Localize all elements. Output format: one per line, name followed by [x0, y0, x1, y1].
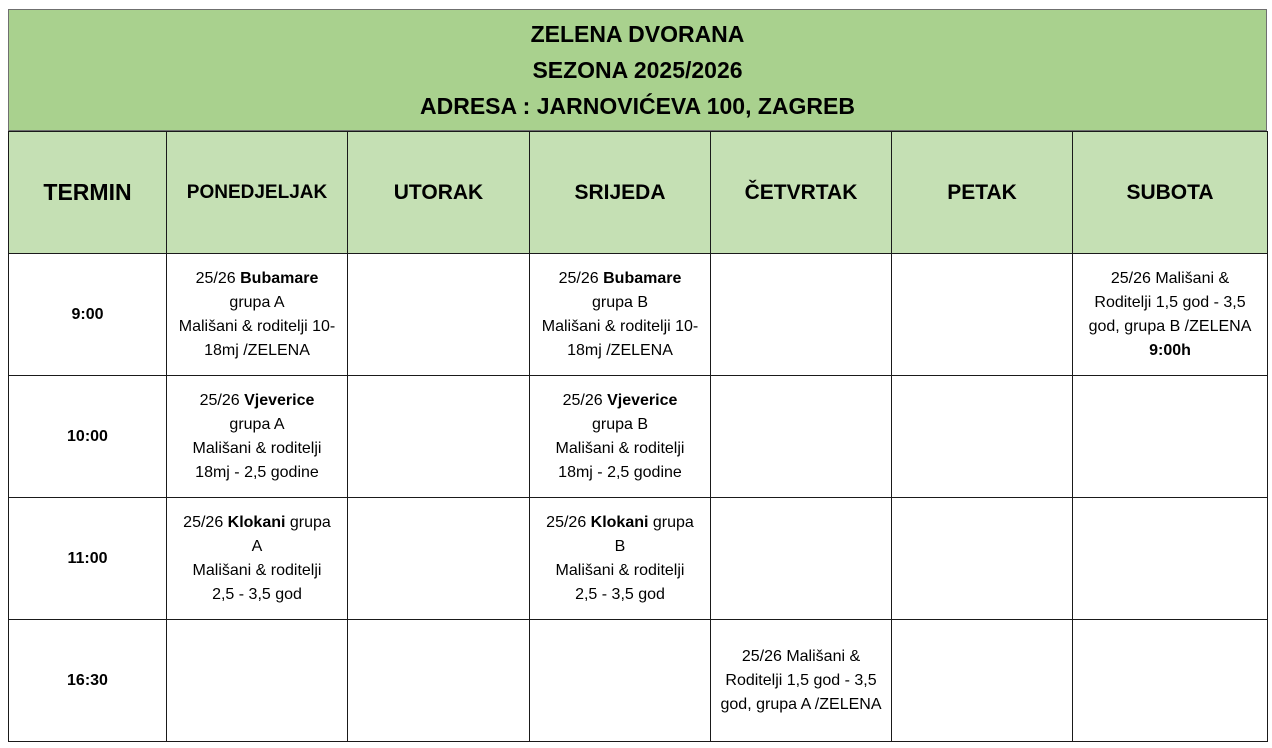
empty-cell	[348, 376, 530, 498]
session-cell: 25/26 Bubamare grupa A Mališani & roditelji 10- 18mj /ZELENA	[167, 254, 348, 376]
empty-cell	[711, 254, 892, 376]
time-cell: 16:30	[9, 620, 167, 742]
empty-cell	[167, 620, 348, 742]
empty-cell	[1073, 620, 1268, 742]
empty-cell	[348, 254, 530, 376]
session-cell: 25/26 Mališani & Roditelji 1,5 god - 3,5 god, grupa A /ZELENA	[711, 620, 892, 742]
header-row	[9, 132, 1268, 254]
table-row-1000	[9, 376, 1268, 498]
session-cell: 25/26 Vjeverice grupa B Mališani & roditelji 18mj - 2,5 godine	[530, 376, 711, 498]
hall-name: ZELENA DVORANA	[530, 21, 745, 47]
time-cell: 11:00	[9, 498, 167, 620]
empty-cell	[892, 498, 1073, 620]
column-header-ponedjeljak: PONEDJELJAK	[167, 132, 348, 254]
address-label: ADRESA : JARNOVIĆEVA 100, ZAGREB	[420, 93, 855, 119]
empty-cell	[892, 376, 1073, 498]
column-header-subota: SUBOTA	[1073, 132, 1268, 254]
time-cell: 9:00	[9, 254, 167, 376]
empty-cell	[530, 620, 711, 742]
session-cell: 25/26 Bubamare grupa B Mališani & roditelji 10- 18mj /ZELENA	[530, 254, 711, 376]
empty-cell	[711, 376, 892, 498]
empty-cell	[711, 498, 892, 620]
column-header-petak: PETAK	[892, 132, 1073, 254]
column-header-cetvrtak: ČETVRTAK	[711, 132, 892, 254]
session-cell: 25/26 Vjeverice grupa A Mališani & roditelji 18mj - 2,5 godine	[167, 376, 348, 498]
title-band	[8, 9, 1267, 131]
table-row-1100	[9, 498, 1268, 620]
column-header-termin: TERMIN	[9, 132, 167, 254]
time-cell: 10:00	[9, 376, 167, 498]
empty-cell	[892, 620, 1073, 742]
column-header-utorak: UTORAK	[348, 132, 530, 254]
empty-cell	[892, 254, 1073, 376]
table-row-1630	[9, 620, 1268, 742]
session-cell: 25/26 Klokani grupa B Mališani & roditelji 2,5 - 3,5 god	[530, 498, 711, 620]
empty-cell	[1073, 498, 1268, 620]
season-label: SEZONA 2025/2026	[532, 57, 743, 83]
empty-cell	[348, 620, 530, 742]
session-cell: 25/26 Klokani grupa A Mališani & roditelji 2,5 - 3,5 god	[167, 498, 348, 620]
empty-cell	[348, 498, 530, 620]
column-header-srijeda: SRIJEDA	[530, 132, 711, 254]
table-row-0900	[9, 254, 1268, 376]
session-cell: 25/26 Mališani & Roditelji 1,5 god - 3,5 god, grupa B /ZELENA 9:00h	[1073, 254, 1268, 376]
empty-cell	[1073, 376, 1268, 498]
schedule-table	[8, 131, 1268, 742]
